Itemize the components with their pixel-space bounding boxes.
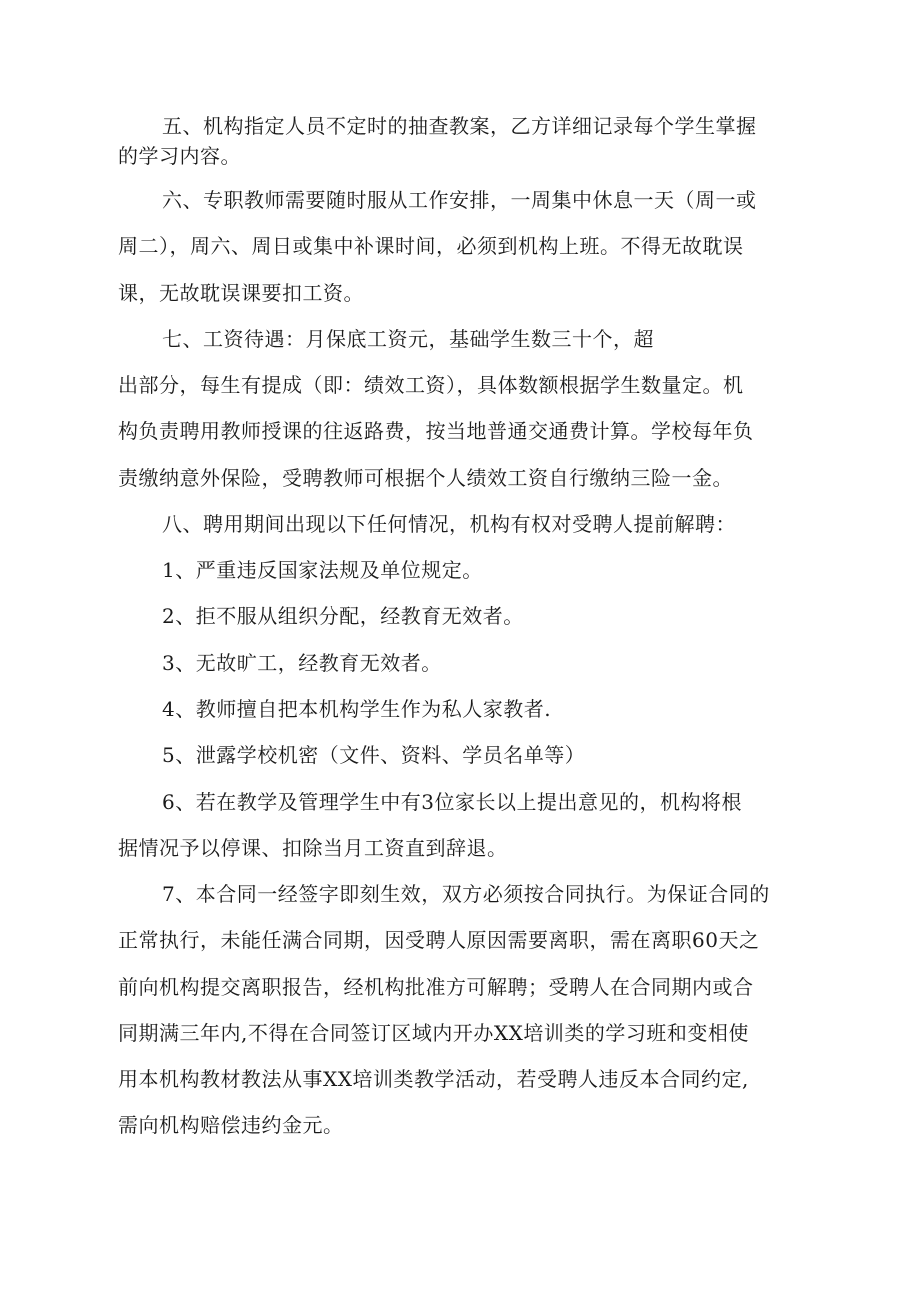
clause-8-item-6-line-2: 据情况予以停课、扣除当月工资直到辞退。 — [118, 836, 508, 860]
clause-8-heading: 八、聘用期间出现以下任何情况，机构有权对受聘人提前解聘： — [162, 512, 736, 536]
clause-6-line-1: 六、专职教师需要随时服从工作安排，一周集中休息一天（周一或 — [162, 188, 757, 212]
clause-5-line-1: 五、机构指定人员不定时的抽查教案，乙方详细记录每个学生掌握 — [162, 114, 757, 138]
clause-6-line-3: 课，无故耽误课要扣工资。 — [118, 281, 364, 305]
clause-7-line-1: 七、工资待遇：月保底工资元，基础学生数三十个，超 — [162, 327, 654, 351]
clause-8-item-5: 5、泄露学校机密（文件、资料、学员名单等） — [162, 743, 586, 767]
clause-8-item-1: 1、严重违反国家法规及单位规定。 — [162, 558, 483, 582]
clause-8-item-7-line-5: 用本机构教材教法从事XX培训类教学活动，若受聘人违反本合同约定, — [118, 1067, 749, 1091]
clause-8-item-7-line-1: 7、本合同一经签字即刻生效，双方必须按合同执行。为保证合同的 — [162, 882, 770, 906]
clause-8-item-2: 2、拒不服从组织分配，经教育无效者。 — [162, 604, 524, 628]
clause-8-item-7-line-4: 同期满三年内,不得在合同签订区域内开办XX培训类的学习班和变相使 — [118, 1021, 749, 1045]
clause-8-item-3: 3、无故旷工，经教育无效者。 — [162, 651, 442, 675]
clause-8-item-6-line-1: 6、若在教学及管理学生中有3位家长以上提出意见的，机构将根 — [162, 790, 742, 814]
clause-6-line-2: 周二），周六、周日或集中补课时间，必须到机构上班。不得无故耽误 — [118, 234, 744, 258]
clause-7-line-2: 出部分，每生有提成（即：绩效工资），具体数额根据学生数量定。机 — [118, 373, 744, 397]
clause-5-line-2: 的学习内容。 — [118, 144, 241, 168]
clause-7-line-4: 责缴纳意外保险，受聘教师可根据个人绩效工资自行缴纳三险一金。 — [118, 466, 733, 490]
clause-8-item-7-line-2: 正常执行，未能任满合同期，因受聘人原因需要离职，需在离职60天之 — [118, 928, 760, 952]
clause-8-item-7-line-6: 需向机构赔偿违约金元。 — [118, 1113, 344, 1137]
clause-7-line-3: 构负责聘用教师授课的往返路费，按当地普通交通费计算。学校每年负 — [118, 419, 754, 443]
clause-8-item-7-line-3: 前向机构提交离职报告，经机构批准方可解聘；受聘人在合同期内或合 — [118, 975, 754, 999]
clause-8-item-4: 4、教师擅自把本机构学生作为私人家教者. — [162, 697, 552, 721]
